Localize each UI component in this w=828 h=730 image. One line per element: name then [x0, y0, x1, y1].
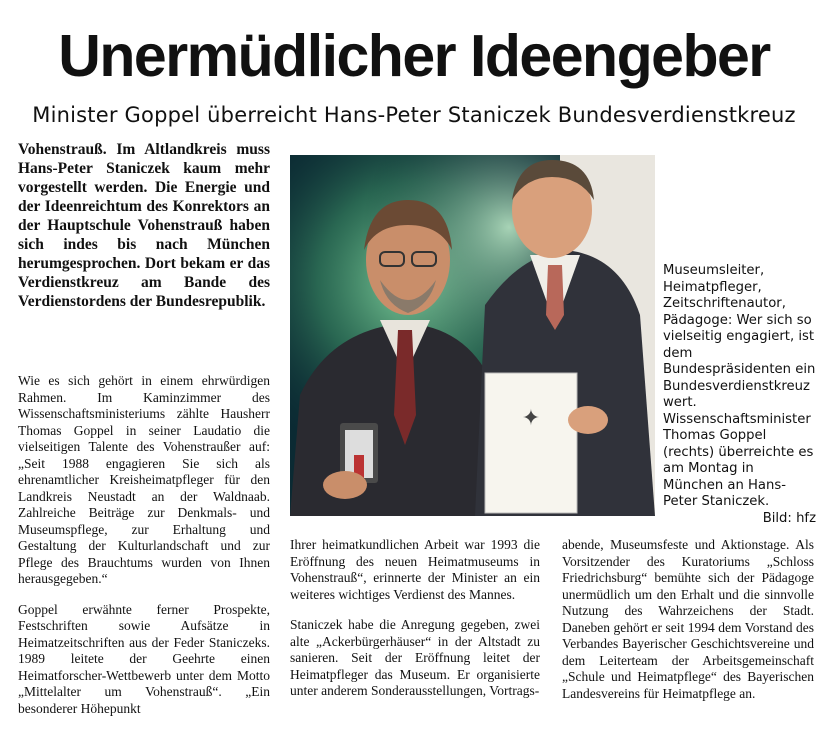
paragraph: Goppel erwähnte ferner Prospekte, Festschriften sowie Aufsätze in Heimatzeitschriften aus der Feder Staniczeks. 1989 leitete der Geehrte einen Heimatforscher-Wettbewerb unter dem Motto „Mittelalter um Vohenstrauß“. „Ein besonderer Höhepunkt: [18, 601, 270, 716]
svg-text:✦: ✦: [521, 406, 541, 431]
photo-caption: [663, 263, 816, 527]
photo-credit: Bild: hfz: [762, 510, 816, 526]
article-subheadline: Minister Goppel überreicht Hans-Peter Staniczek Bundesverdienstkreuz: [32, 103, 796, 127]
article-photo: [290, 155, 655, 516]
caption-text: Museumsleiter, Heimatpfleger, Zeitschriftenautor, Pädagoge: Wer sich so vielseitig engagiert, ist dem Bundespräsidenten ein Bundesverdienstkreuz wert. Wissenschaftsminister Thomas Goppel (rechts) überreichte es am Montag in München an Hans-Peter Staniczek.: [663, 263, 816, 509]
article-headline: Unermüdlicher Ideengeber: [58, 23, 770, 89]
text-column-1: [18, 373, 270, 717]
paragraph: abende, Museumsfeste und Aktionstage. Als Vorsitzender des Kuratoriums „Schloss Friedrichsburg“ bemühte sich der Pädagoge unermüdlich um den Erhalt und die sinnvolle Nutzung des Wahrzeichens der Stadt. Daneben gehört er seit 1994 dem Vorstand des Verbandes Bayerischer Geschichtsvereine und dem Leiterteam der Arbeitsgemeinschaft „Schule und Heimatpflege“ des Bayerischen Landesvereins für Heimatpflege an.: [562, 537, 814, 701]
text-column-2: [290, 537, 540, 700]
paragraph: Staniczek habe die Anregung gegeben, zwei alte „Ackerbürgerhäuser“ in der Altstadt zu sanieren. Seit der Eröffnung leitet der Heimatpfleger das Museum. Er organisierte unter anderem Sonderausstellungen, Vortrags-: [290, 617, 540, 698]
paragraph: Wie es sich gehört in einem ehrwürdigen Rahmen. Im Kaminzimmer des Wissenschaftsministeriums zählte Hausherr Thomas Goppel in seiner Laudatio die vielseitigen Talente des Vohenstraußer auf: „Seit 1988 engagieren Sie sich als ehrenamtlicher Kreisheimatpfleger für den Landkreis Neustadt an der Waldnaab. Zahlreiche Beiträge zur Denkmals- und Museumspflege, zur Erhaltung und Gestaltung der Kulturlandschaft und zur Pflege des Brauchtums wurden von Ihnen herausgegeben.“: [18, 373, 270, 586]
article-lead: Vohenstrauß. Im Altlandkreis muss Hans-Peter Staniczek kaum mehr vorgestellt werden. Die Energie und der Ideenreichtum des Konrektors an der Hauptschule Vohenstrauß haben sich indes bis nach München herumgesprochen. Dort bekam er das Verdienstkreuz am Bande des Verdienstordens der Bundesrepublik.: [18, 141, 270, 310]
text-column-3: [562, 537, 814, 702]
paragraph: Ihrer heimatkundlichen Arbeit war 1993 die Eröffnung des neuen Heimatmuseums in Vohenstrauß“, erinnerte der Minister an ein weiteres wichtiges Verdienst des Mannes.: [290, 537, 540, 602]
